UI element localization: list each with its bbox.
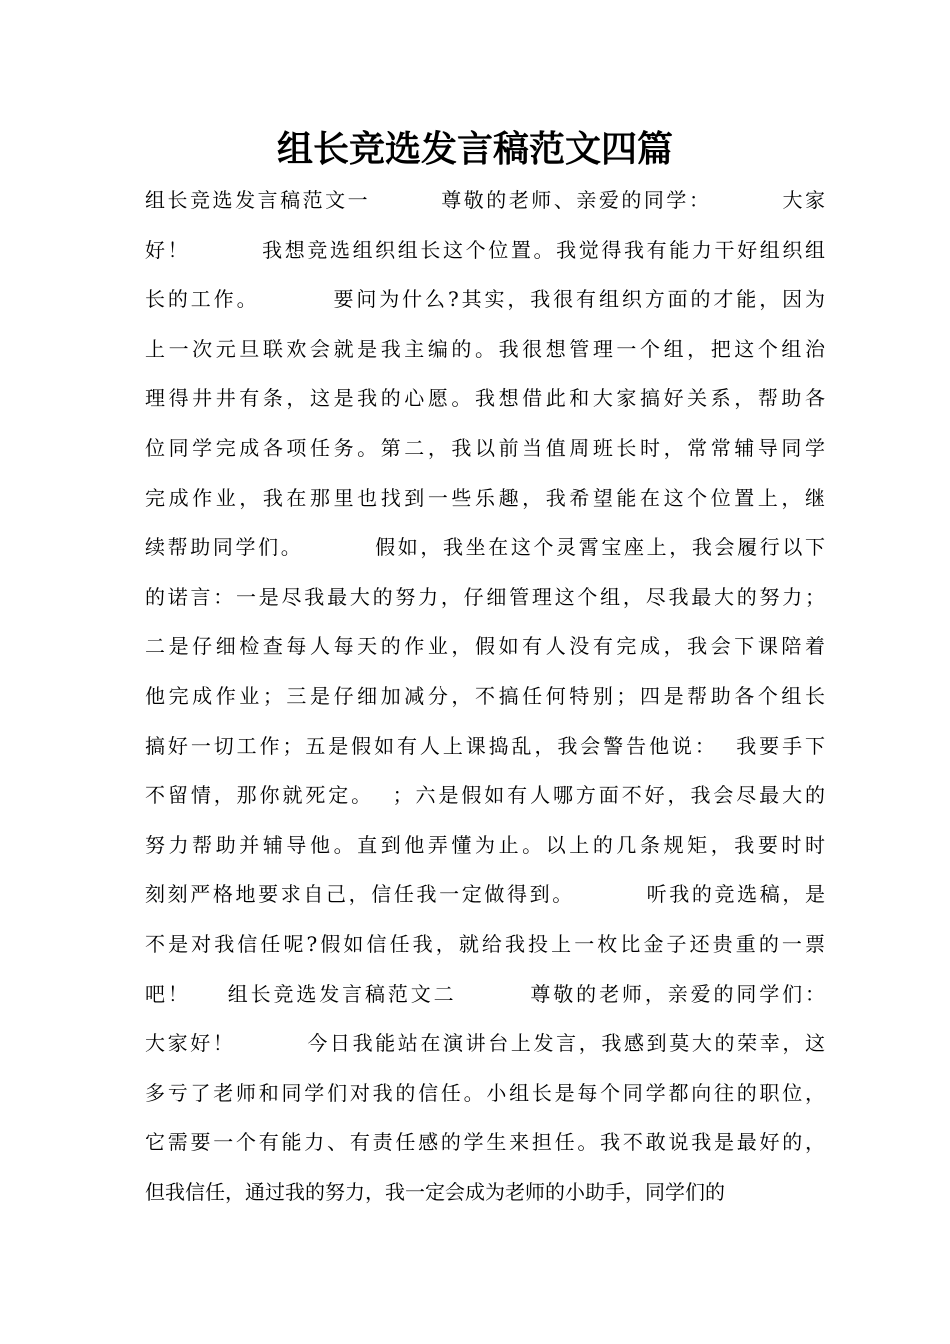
body-line: 好！ 我想竞选组织组长这个位置。我觉得我有能力干好组织组 bbox=[145, 237, 825, 262]
body-line: 长的工作。 要问为什么?其实，我很有组织方面的才能，因为 bbox=[145, 287, 825, 312]
body-line: 二是仔细检查每人每天的作业，假如有人没有完成，我会下课陪着 bbox=[145, 634, 825, 659]
body-line: 组长竞选发言稿范文一 尊敬的老师、亲爱的同学： 大家 bbox=[145, 188, 825, 212]
body-line: 位同学完成各项任务。第二，我以前当值周班长时，常常辅导同学 bbox=[145, 435, 825, 460]
body-line: 它需要一个有能力、有责任感的学生来担任。我不敢说我是最好的， bbox=[145, 1130, 825, 1155]
body-line: 大家好！ 今日我能站在演讲台上发言，我感到莫大的荣幸，这 bbox=[145, 1031, 825, 1056]
body-line: 他完成作业；三是仔细加减分，不搞任何特别；四是帮助各个组长 bbox=[145, 683, 825, 708]
body-line: 不留情，那你就死定。 ；六是假如有人哪方面不好，我会尽最大的 bbox=[145, 783, 825, 808]
document-body bbox=[145, 176, 825, 1217]
body-line: 上一次元旦联欢会就是我主编的。我很想管理一个组，把这个组治 bbox=[145, 336, 825, 361]
body-line: 多亏了老师和同学们对我的信任。小组长是每个同学都向往的职位， bbox=[145, 1080, 825, 1105]
body-line: 但我信任，通过我的努力，我一定会成为老师的小助手，同学们的 bbox=[145, 1179, 725, 1204]
body-line: 努力帮助并辅导他。直到他弄懂为止。以上的几条规矩，我要时时 bbox=[145, 832, 825, 857]
body-line: 理得井井有条，这是我的心愿。我想借此和大家搞好关系，帮助各 bbox=[145, 386, 825, 411]
body-line: 搞好一切工作；五是假如有人上课捣乱，我会警告他说： 我要手下 bbox=[145, 733, 825, 758]
body-line: 吧！ 组长竞选发言稿范文二 尊敬的老师，亲爱的同学们： bbox=[145, 981, 825, 1006]
body-line: 的诺言：一是尽我最大的努力，仔细管理这个组，尽我最大的努力； bbox=[145, 584, 825, 609]
body-line: 续帮助同学们。 假如，我坐在这个灵霄宝座上，我会履行以下 bbox=[145, 535, 825, 560]
document-title: 组长竞选发言稿范文四篇 bbox=[276, 129, 673, 170]
body-line: 完成作业，我在那里也找到一些乐趣，我希望能在这个位置上，继 bbox=[145, 485, 825, 510]
body-line: 不是对我信任呢?假如信任我，就给我投上一枚比金子还贵重的一票 bbox=[145, 931, 825, 956]
body-line: 刻刻严格地要求自己，信任我一定做得到。 听我的竞选稿，是 bbox=[145, 882, 825, 907]
